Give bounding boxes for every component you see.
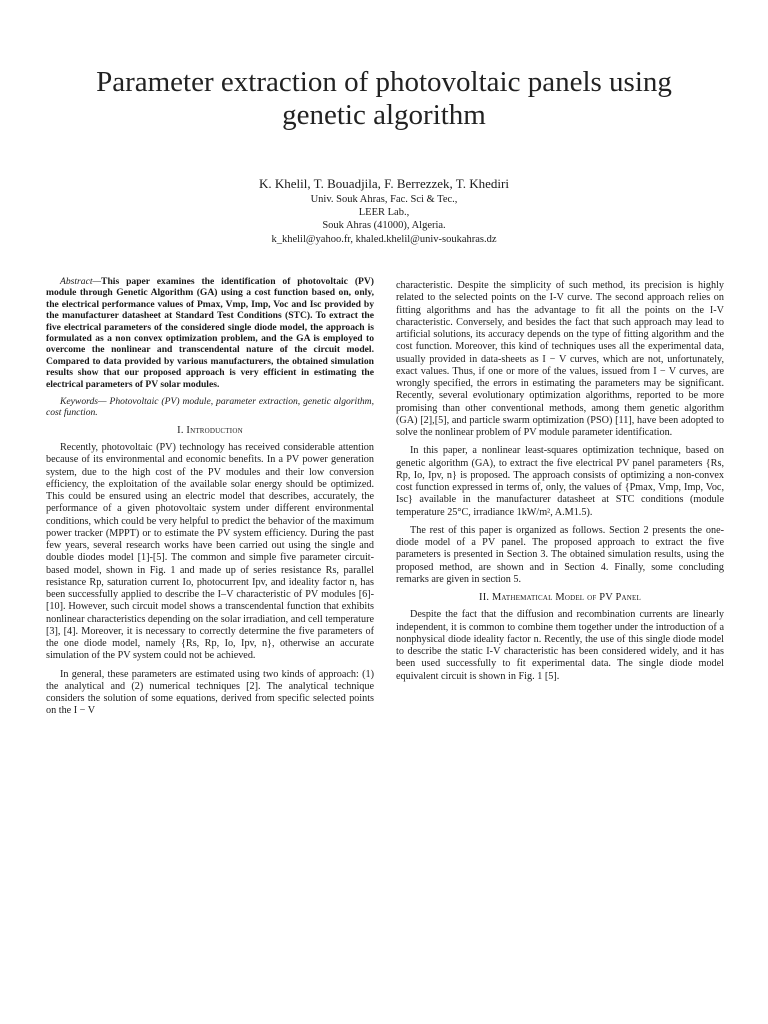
abstract-label: Abstract— [60,276,102,287]
affiliation-line: Souk Ahras (41000), Algeria. [322,220,446,232]
left-column [46,276,374,724]
section-heading-introduction: I. Introduction [177,424,243,436]
right-column [396,280,724,689]
body-paragraph: The rest of this paper is organized as follows. Section 2 presents the one-diode model of a PV panel. The proposed approach to extract the five parameters is presented in Section 3. The obtained simulation results, using the proposed method, are shown and in Section 4. Finally, some concluding remarks are given in section 5. [396,524,724,585]
affiliation-line: Univ. Souk Ahras, Fac. Sci & Tec., [310,194,458,205]
author-emails: k_khelil@yahoo.fr, khaled.khelil@univ-soukahras.dz [271,233,497,245]
abstract [46,276,374,390]
keywords [46,396,374,419]
affiliation-block [84,193,684,246]
body-paragraph: Recently, photovoltaic (PV) technology has received considerable attention because of its environmental and economic benefits. In a PV power generation system, due to the high cost of the PV modules and their low conversion efficiency, the exploitation of the available solar energy should be optimized. This could be ensured using an electric model that describes, accurately, the performance of a given photovoltaic system under different environmental conditions, which could be very helpful to predict the behavior of the maximum power tracker (MPPT) or to estimate the PV system efficiency. During the past few years, several research works have been carried out using the single and double diodes model [1]-[5]. The common and simple five parameter circuit-based model, shown in Fig. 1 and made up of series resistance Rs, parallel resistance Rp, saturation current Io, photocurrent Ipv, and ideality factor n, has been successfully applied to describe the I–V characteristic of PV modules [6]-[10]. However, such circuit model shows a transcendental function that exhibits nonlinear characteristics depending on the solar irradiation, and cell temperature [3], [4]. Moreover, it is necessary to correctly determine the five parameters of the one diode model, namely {Rs, Rp, Io, Ipv, n}, otherwise an accurate simulation of the PV system could not be achieved. [46,442,374,662]
affiliation-line: LEER Lab., [358,207,410,219]
section-heading-model: II. Mathematical Model of PV Panel [479,592,641,603]
body-paragraph: characteristic. Despite the simplicity of such method, its precision is highly related to the selected points on the I-V curve. The second approach relies on fitting algorithms and has the advantage to fit all the points on the I-V characteristic. Conversely, and besides the fact that such approach may lead to artificial solutions, its accuracy depends on the type of fitting algorithm and the cost function. Moreover, this kind of techniques uses all the experimental data, usually provided in data-sheets as I − V curves, which are not, unfortunately, exact values. Thus, if one or more of the values, issued from I − V curves, are wrongly specified, the errors in estimating the parameters may be significant. Recently, several evolutionary optimization algorithms, reported to be more promising than other conventional methods, among them genetic algorithm (GA) [2],[5], and particle swarm optimization (PSO) [11], have been adopted to solve the nonlinear problem of PV module parameter identification. [396,280,724,438]
abstract-text: This paper examines the identification of photovoltaic (PV) module through Genetic Algorithm (GA) using a cost function based on, only, the electrical performance values of Pmax, Vmp, Imp, Voc and Isc provided by the manufacturer datasheet at Standard Test Conditions (STC). To extract the five electrical parameters of the considered single diode model, the approach is formulated as a non convex optimization problem, and the GA is employed to overcome the nonlinear and transcendental nature of the circuit model. Compared to data provided by various manufacturers, the obtained simulation results show that our proposed approach is very efficient in estimating the electrical parameters of PV solar modules. [46,276,374,390]
body-paragraph: Despite the fact that the diffusion and recombination currents are linearly independent, it is common to combine them together under the introduction of a nonphysical diode ideality factor n. Recently, the use of this single diode model to describe the static I-V characteristic has been considered widely, and it has been used successfully to fit experimental data. The single diode model equivalent circuit is shown in Fig. 1 [5]. [396,609,724,682]
body-paragraph: In this paper, a nonlinear least-squares optimization technique, based on genetic algorithm (GA), to extract the five electrical PV panel parameters {Rs, Rp, Io, Ipv, n} is proposed. The approach consists of optimizing a non-convex cost function expressed in terms of, only, the values of {Pmax, Vmp, Imp, Voc, Isc} available in the manufacturer datasheet at STC conditions (module temperature 25°C, irradiance 1kW/m², A.M1.5). [396,445,724,518]
body-paragraph: In general, these parameters are estimated using two kinds of approach: (1) the analytical and (2) numerical techniques [2]. The analytical technique considers the solution of some equations, derived from specific selected points on the I − V [46,668,374,717]
paper-title: Parameter extraction of photovoltaic panels using genetic algorithm [96,66,672,131]
author-list: K. Khelil, T. Bouadjila, F. Berrezzek, T. Khediri [259,176,509,191]
keywords-text: Photovoltaic (PV) module, parameter extraction, genetic algorithm, cost function. [46,396,374,419]
keywords-label: Keywords— [60,396,107,408]
